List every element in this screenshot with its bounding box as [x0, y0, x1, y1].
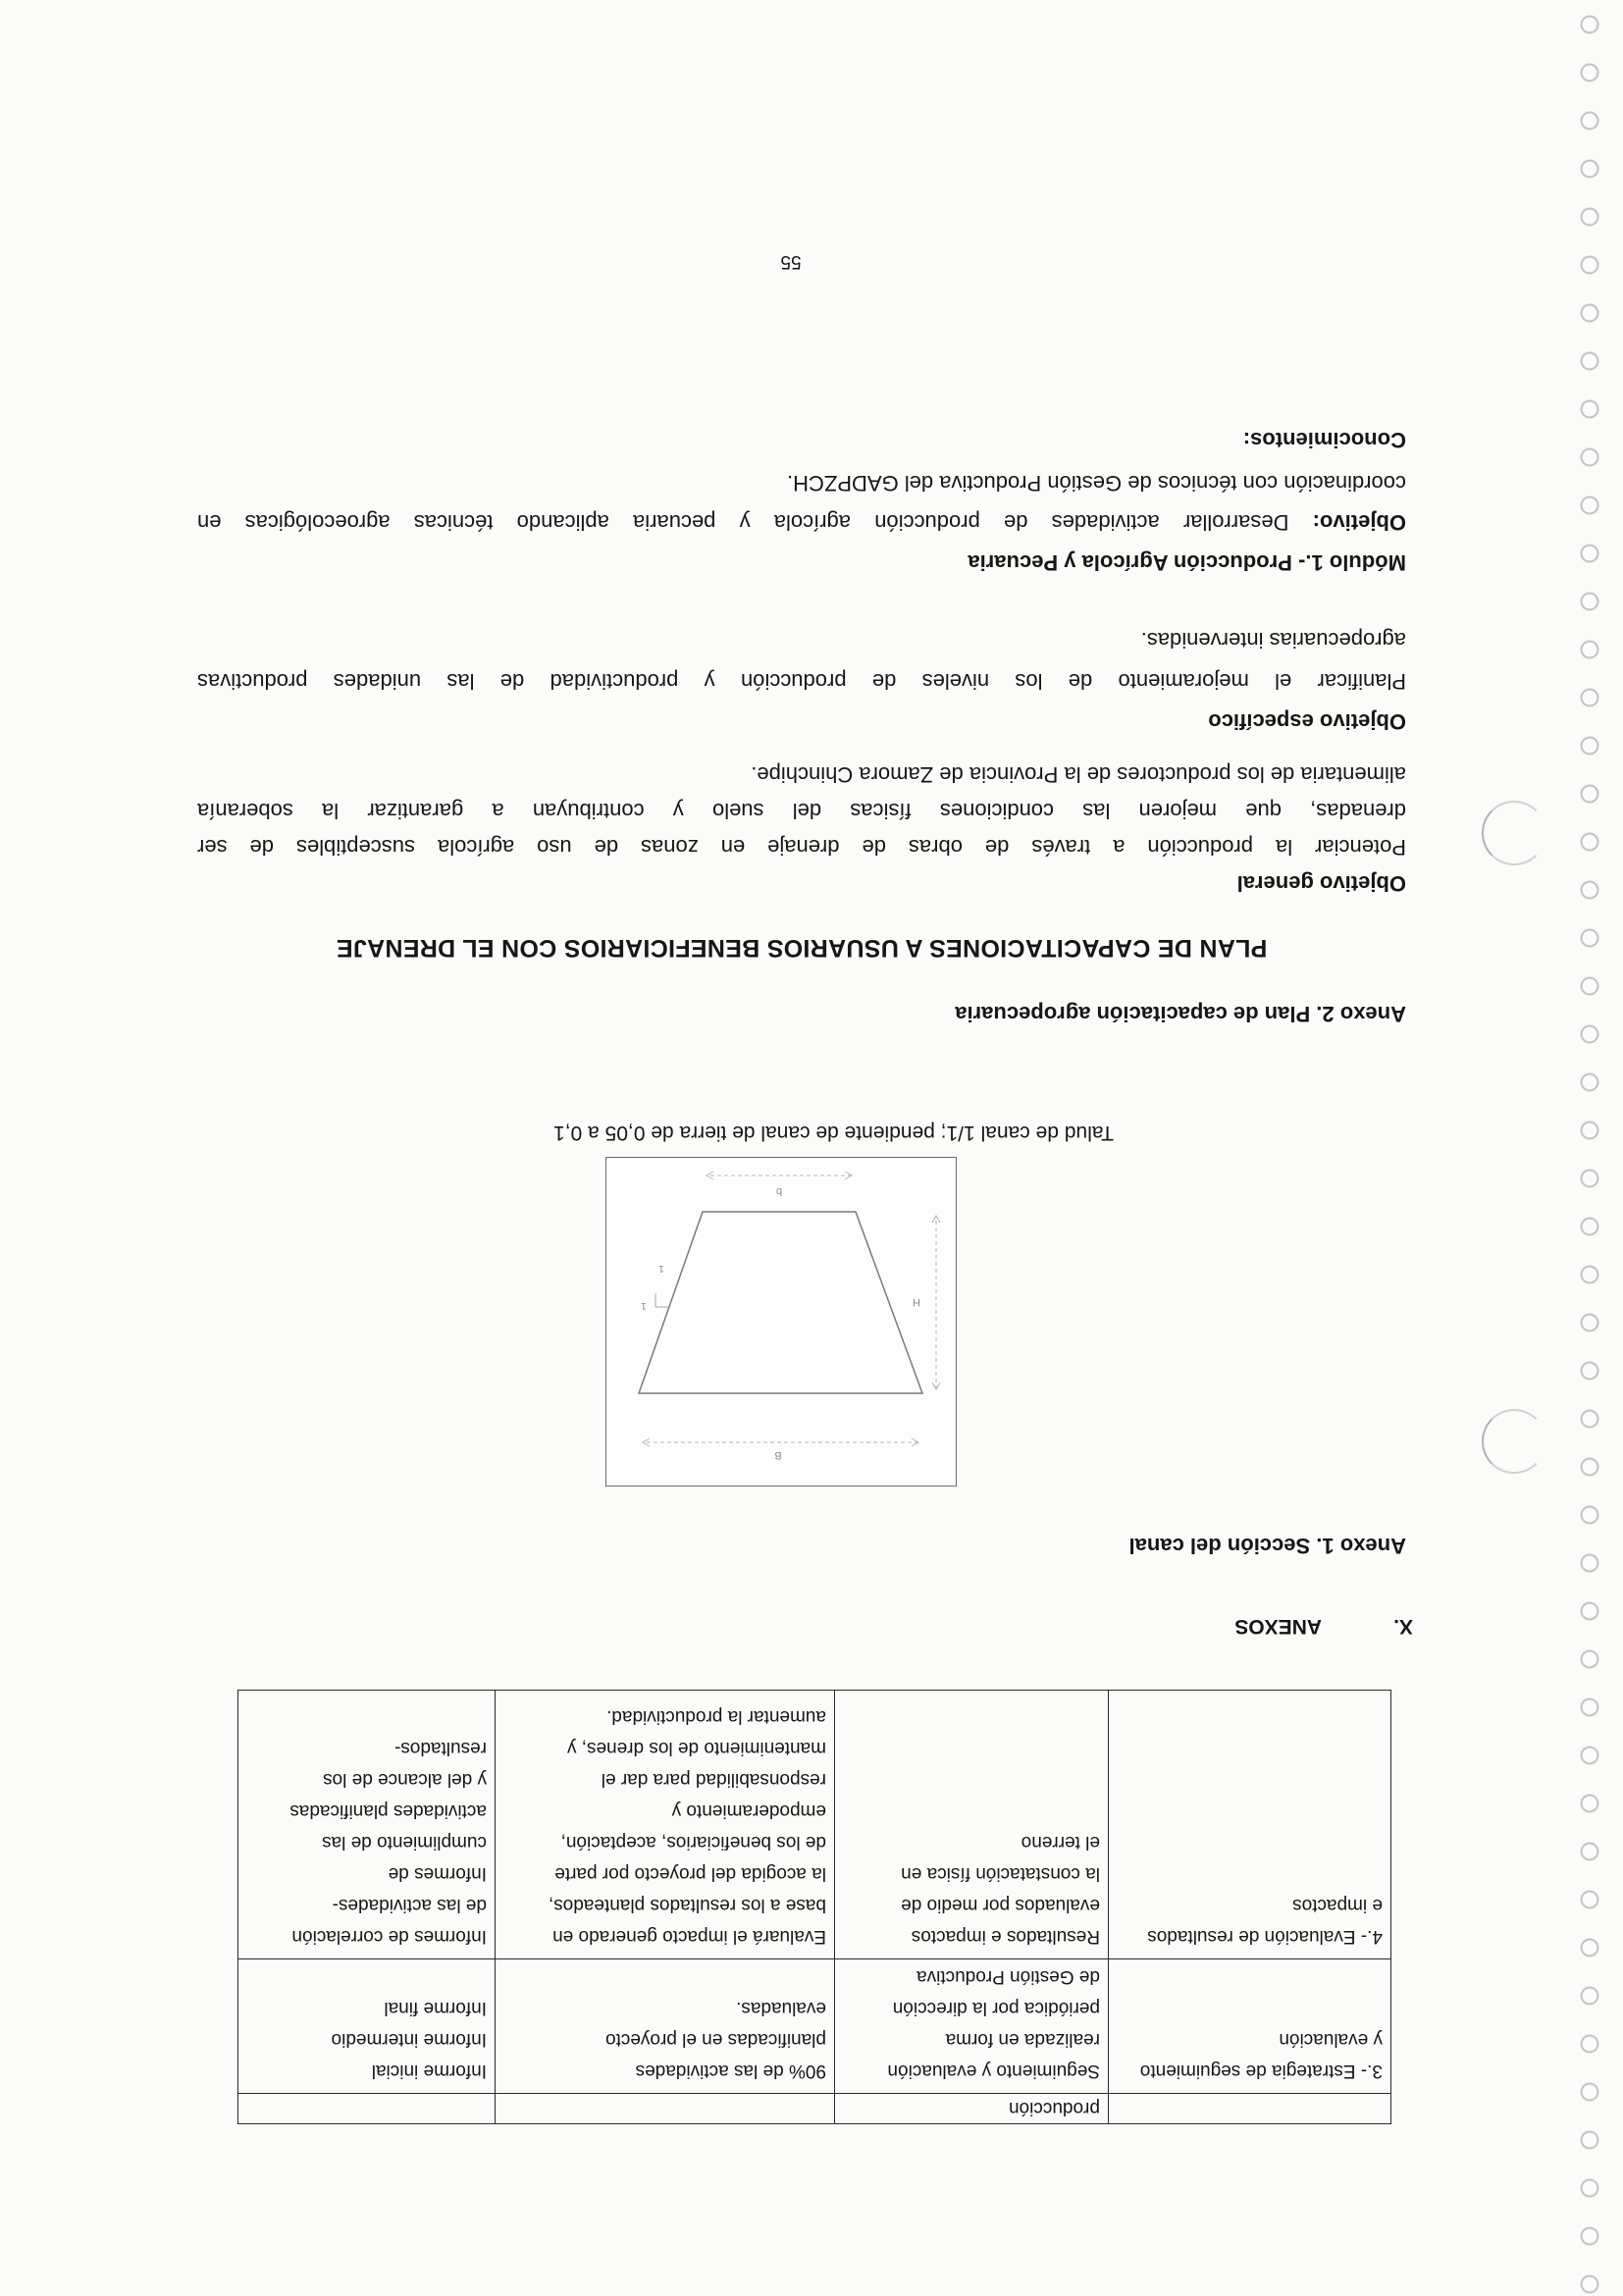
table-row	[238, 1959, 1391, 2094]
plan-title: PLAN DE CAPACITACIONES A USUARIOS BENEFICIARIOS CON EL DRENAJE	[336, 934, 1268, 962]
table-cell	[1109, 2094, 1391, 2124]
punch-hole	[1482, 1409, 1546, 1474]
height-label: H	[913, 1296, 920, 1308]
modulo-1-heading: Módulo 1.- Producción Agrícola y Pecuaria	[968, 550, 1406, 575]
anexo-1-title: Anexo 1. Sección del canal	[1128, 1534, 1406, 1558]
anexo-2-title: Anexo 2. Plan de capacitación agropecuaria	[955, 1002, 1406, 1026]
bottom-width-label: b	[775, 1185, 783, 1197]
page-number: 55	[780, 251, 802, 272]
objetivo-label: Objetivo:	[1312, 510, 1406, 535]
punch-hole	[1482, 801, 1546, 865]
slope-label: 1	[641, 1300, 647, 1311]
conocimientos-label: Conocimientos:	[1242, 428, 1406, 452]
canal-section-figure	[605, 1157, 957, 1487]
evaluation-table	[237, 1690, 1391, 2124]
section-number: X.	[1393, 1615, 1413, 1638]
objetivo-general-paragraph	[197, 757, 1406, 865]
slope-label: 1	[658, 1263, 664, 1274]
objetivo-text: Desarrollar actividades de producción agrícola y pecuaria aplicando técnicas agroecológicas en	[196, 510, 1289, 535]
objetivo-general-heading: Objetivo general	[1236, 871, 1406, 896]
paragraph-line: Planificar el mejoramiento de los niveles de producción y productividad de las unidades productivas	[197, 669, 1406, 694]
top-width-arrow	[643, 1438, 918, 1446]
paragraph-line: agropecuarias intervenidas.	[1140, 628, 1406, 652]
table-row	[238, 2094, 1391, 2124]
slope-marker	[655, 1293, 669, 1307]
paragraph-line: Potenciar la producción a través de obras de drenaje en zonas de uso agrícola susceptibles de ser	[197, 835, 1406, 860]
canal-section-diagram	[606, 1158, 956, 1486]
table-cell: Informe inicial Informe intermedio Informe final	[238, 1959, 496, 2094]
table-row	[238, 1691, 1391, 1959]
table-cell	[496, 2094, 835, 2124]
figure-caption: Talud de canal 1/1; pendiente de canal de tierra de 0,05 a 0,1	[553, 1122, 1114, 1144]
paragraph-line: coordinación con técnicos de Gestión Productiva del GADPZCH.	[787, 471, 1406, 496]
table-cell: Resultados e impactos evaluados por medio de la constatación física en el terreno	[835, 1691, 1109, 1959]
table-cell: producción	[835, 2094, 1109, 2124]
objetivo-especifico-heading: Objetivo específico	[1208, 709, 1406, 734]
paragraph-line: drenadas, que mejoren las condiciones físicas del suelo y contribuyan a garantizar la soberanía	[197, 799, 1406, 823]
spiral-binding-holes	[1578, 0, 1601, 2296]
modulo-1-objetivo-paragraph	[197, 463, 1406, 542]
table-cell: 4.- Evaluación de resultados e impactos	[1109, 1691, 1391, 1959]
bottom-width-arrow	[707, 1172, 852, 1179]
paragraph-line	[197, 502, 1406, 542]
table-cell: Informes de correlación de las actividades- Informes de cumplimiento de las actividades planificadas y del alcance de los resultados-	[238, 1691, 496, 1959]
section-title: ANEXOS	[1234, 1615, 1322, 1638]
table-cell	[238, 2094, 496, 2124]
table-cell: 3.- Estrategia de seguimiento y evaluación	[1109, 1959, 1391, 2094]
table-cell: 90% de las actividades planificadas en el proyecto evaluadas.	[496, 1959, 835, 2094]
paragraph-line: alimentaria de los productores de la Provincia de Zamora Chinchipe.	[751, 762, 1406, 787]
top-width-label: B	[774, 1449, 782, 1461]
height-arrow	[932, 1216, 940, 1389]
table-cell: Evaluará el impacto generado en base a los resultados planteados, la acogida del proyecto por parte de los beneficiarios, aceptación, empoderamiento y responsabilidad para dar el mantenimiento de los drenes, y aumentar la productividad.	[496, 1691, 835, 1959]
objetivo-especifico-paragraph	[197, 619, 1406, 702]
table-cell: Seguimiento y evaluación realizada en forma periódica por la dirección de Gestión Productiva	[835, 1959, 1109, 2094]
trapezoid-channel	[639, 1212, 922, 1393]
